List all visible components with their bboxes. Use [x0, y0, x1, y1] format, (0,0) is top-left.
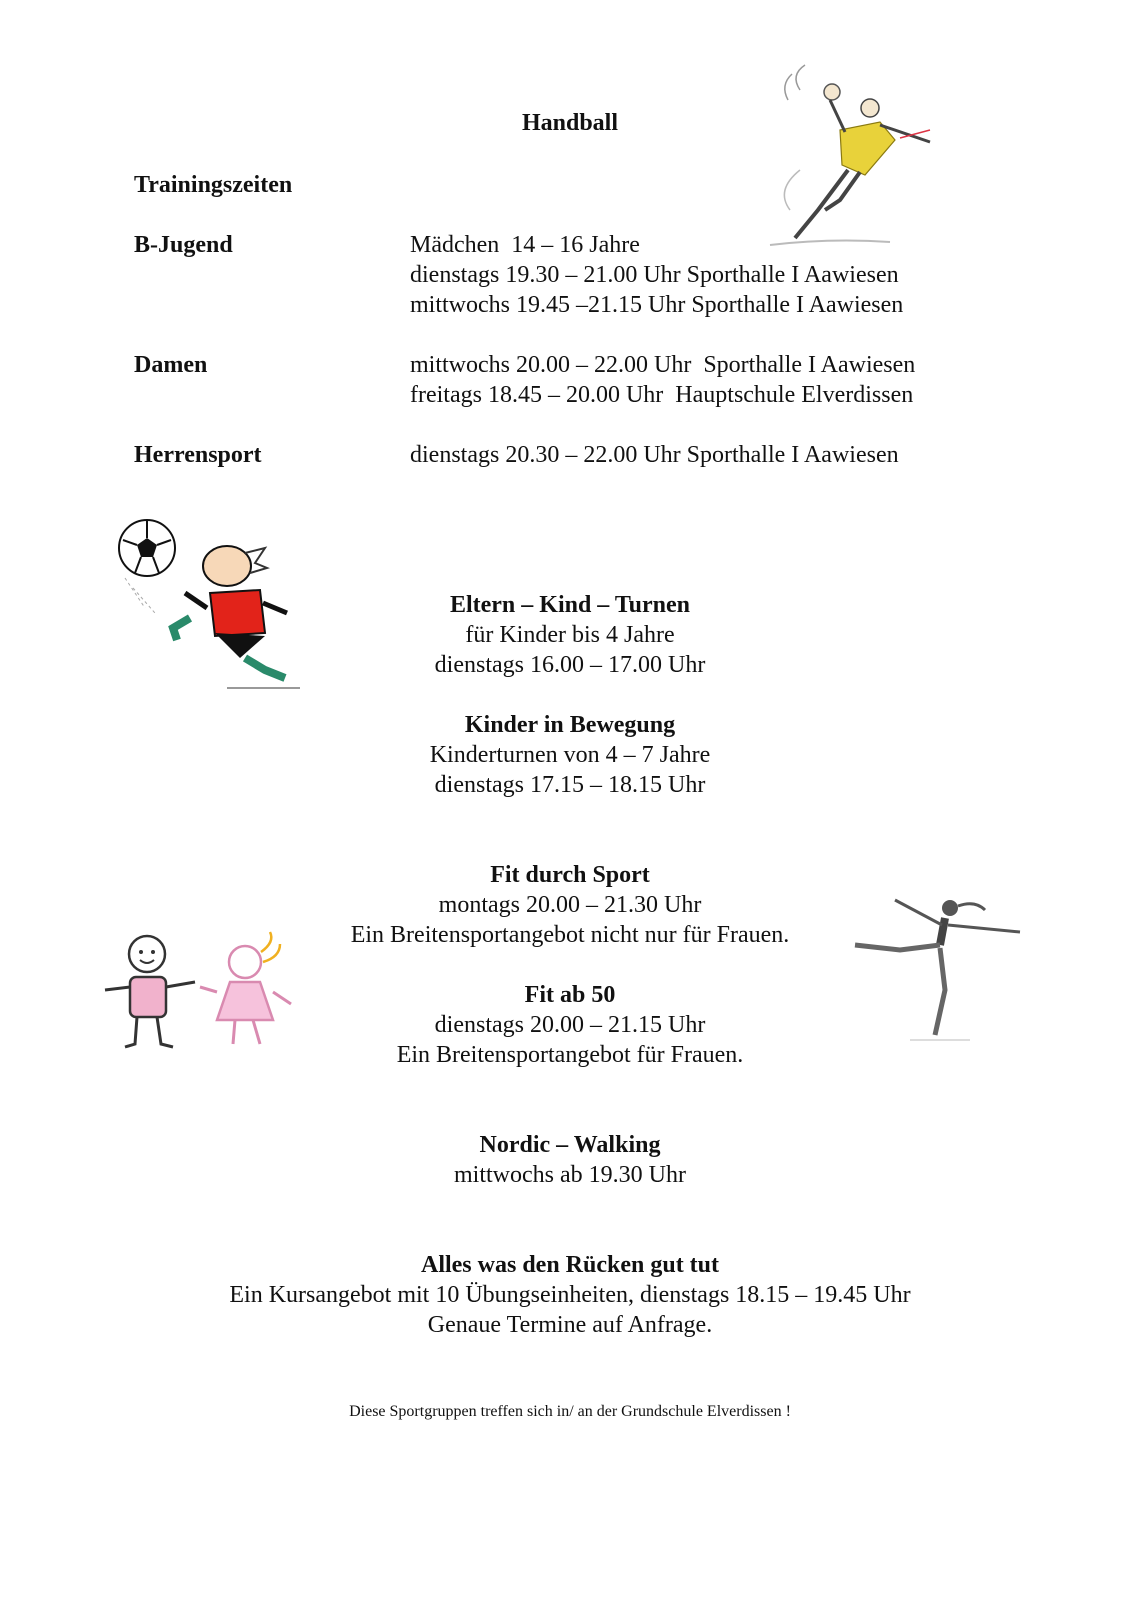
offer-line: dienstags 17.15 – 18.15 Uhr — [434, 772, 706, 798]
offer-line: Kinderturnen von 4 – 7 Jahre — [429, 742, 711, 768]
group-times — [410, 440, 899, 470]
offer-heading: Fit ab 50 — [524, 982, 616, 1008]
group-label: Herrensport — [134, 442, 262, 468]
schedule-line: mittwochs 20.00 – 22.00 Uhr Sporthalle I Aawiesen — [410, 352, 916, 378]
schedule-line: mittwochs 19.45 –21.15 Uhr Sporthalle I Aawiesen — [410, 292, 904, 318]
page-title: Handball — [521, 110, 619, 136]
schedule-line: Mädchen 14 – 16 Jahre — [410, 232, 640, 258]
offer-line: mittwochs ab 19.30 Uhr — [454, 1162, 686, 1188]
soccer-kid-icon — [115, 518, 305, 693]
offer-block — [0, 710, 1140, 800]
group-label: B-Jugend — [134, 232, 233, 258]
offer-heading: Fit durch Sport — [490, 862, 650, 888]
offer-heading: Alles was den Rücken gut tut — [420, 1252, 720, 1278]
offer-line: Ein Breitensportangebot nicht nur für Frauen. — [350, 922, 790, 948]
schedule-line: freitags 18.45 – 20.00 Uhr Hauptschule Elverdissen — [410, 382, 914, 408]
offer-block — [0, 1250, 1140, 1340]
group-times — [410, 350, 915, 410]
group-label: Damen — [134, 352, 208, 378]
offer-heading: Eltern – Kind – Turnen — [449, 592, 691, 618]
offer-heading: Kinder in Bewegung — [464, 712, 676, 738]
offer-block — [0, 1130, 1140, 1190]
offer-line: montags 20.00 – 21.30 Uhr — [438, 892, 702, 918]
offer-line: dienstags 16.00 – 17.00 Uhr — [434, 652, 706, 678]
schedule-line: dienstags 19.30 – 21.00 Uhr Sporthalle I Aawiesen — [410, 262, 899, 288]
offer-line: Ein Kursangebot mit 10 Übungseinheiten, dienstags 18.15 – 19.45 Uhr — [229, 1282, 911, 1308]
offer-heading: Nordic – Walking — [479, 1132, 661, 1158]
handball-player-icon — [770, 60, 950, 255]
footnote: Diese Sportgruppen treffen sich in/ an der Grundschule Elverdissen ! — [349, 1403, 791, 1420]
offer-line: Genaue Termine auf Anfrage. — [427, 1312, 713, 1338]
offer-line: für Kinder bis 4 Jahre — [465, 622, 675, 648]
schedule-line: dienstags 20.30 – 22.00 Uhr Sporthalle I Aawiesen — [410, 442, 899, 468]
section-subtitle: Trainingszeiten — [134, 172, 293, 198]
offer-line: Ein Breitensportangebot für Frauen. — [396, 1042, 744, 1068]
offer-line: dienstags 20.00 – 21.15 Uhr — [434, 1012, 706, 1038]
dancer-icon — [850, 890, 1025, 1050]
children-drawing-icon — [95, 932, 300, 1057]
